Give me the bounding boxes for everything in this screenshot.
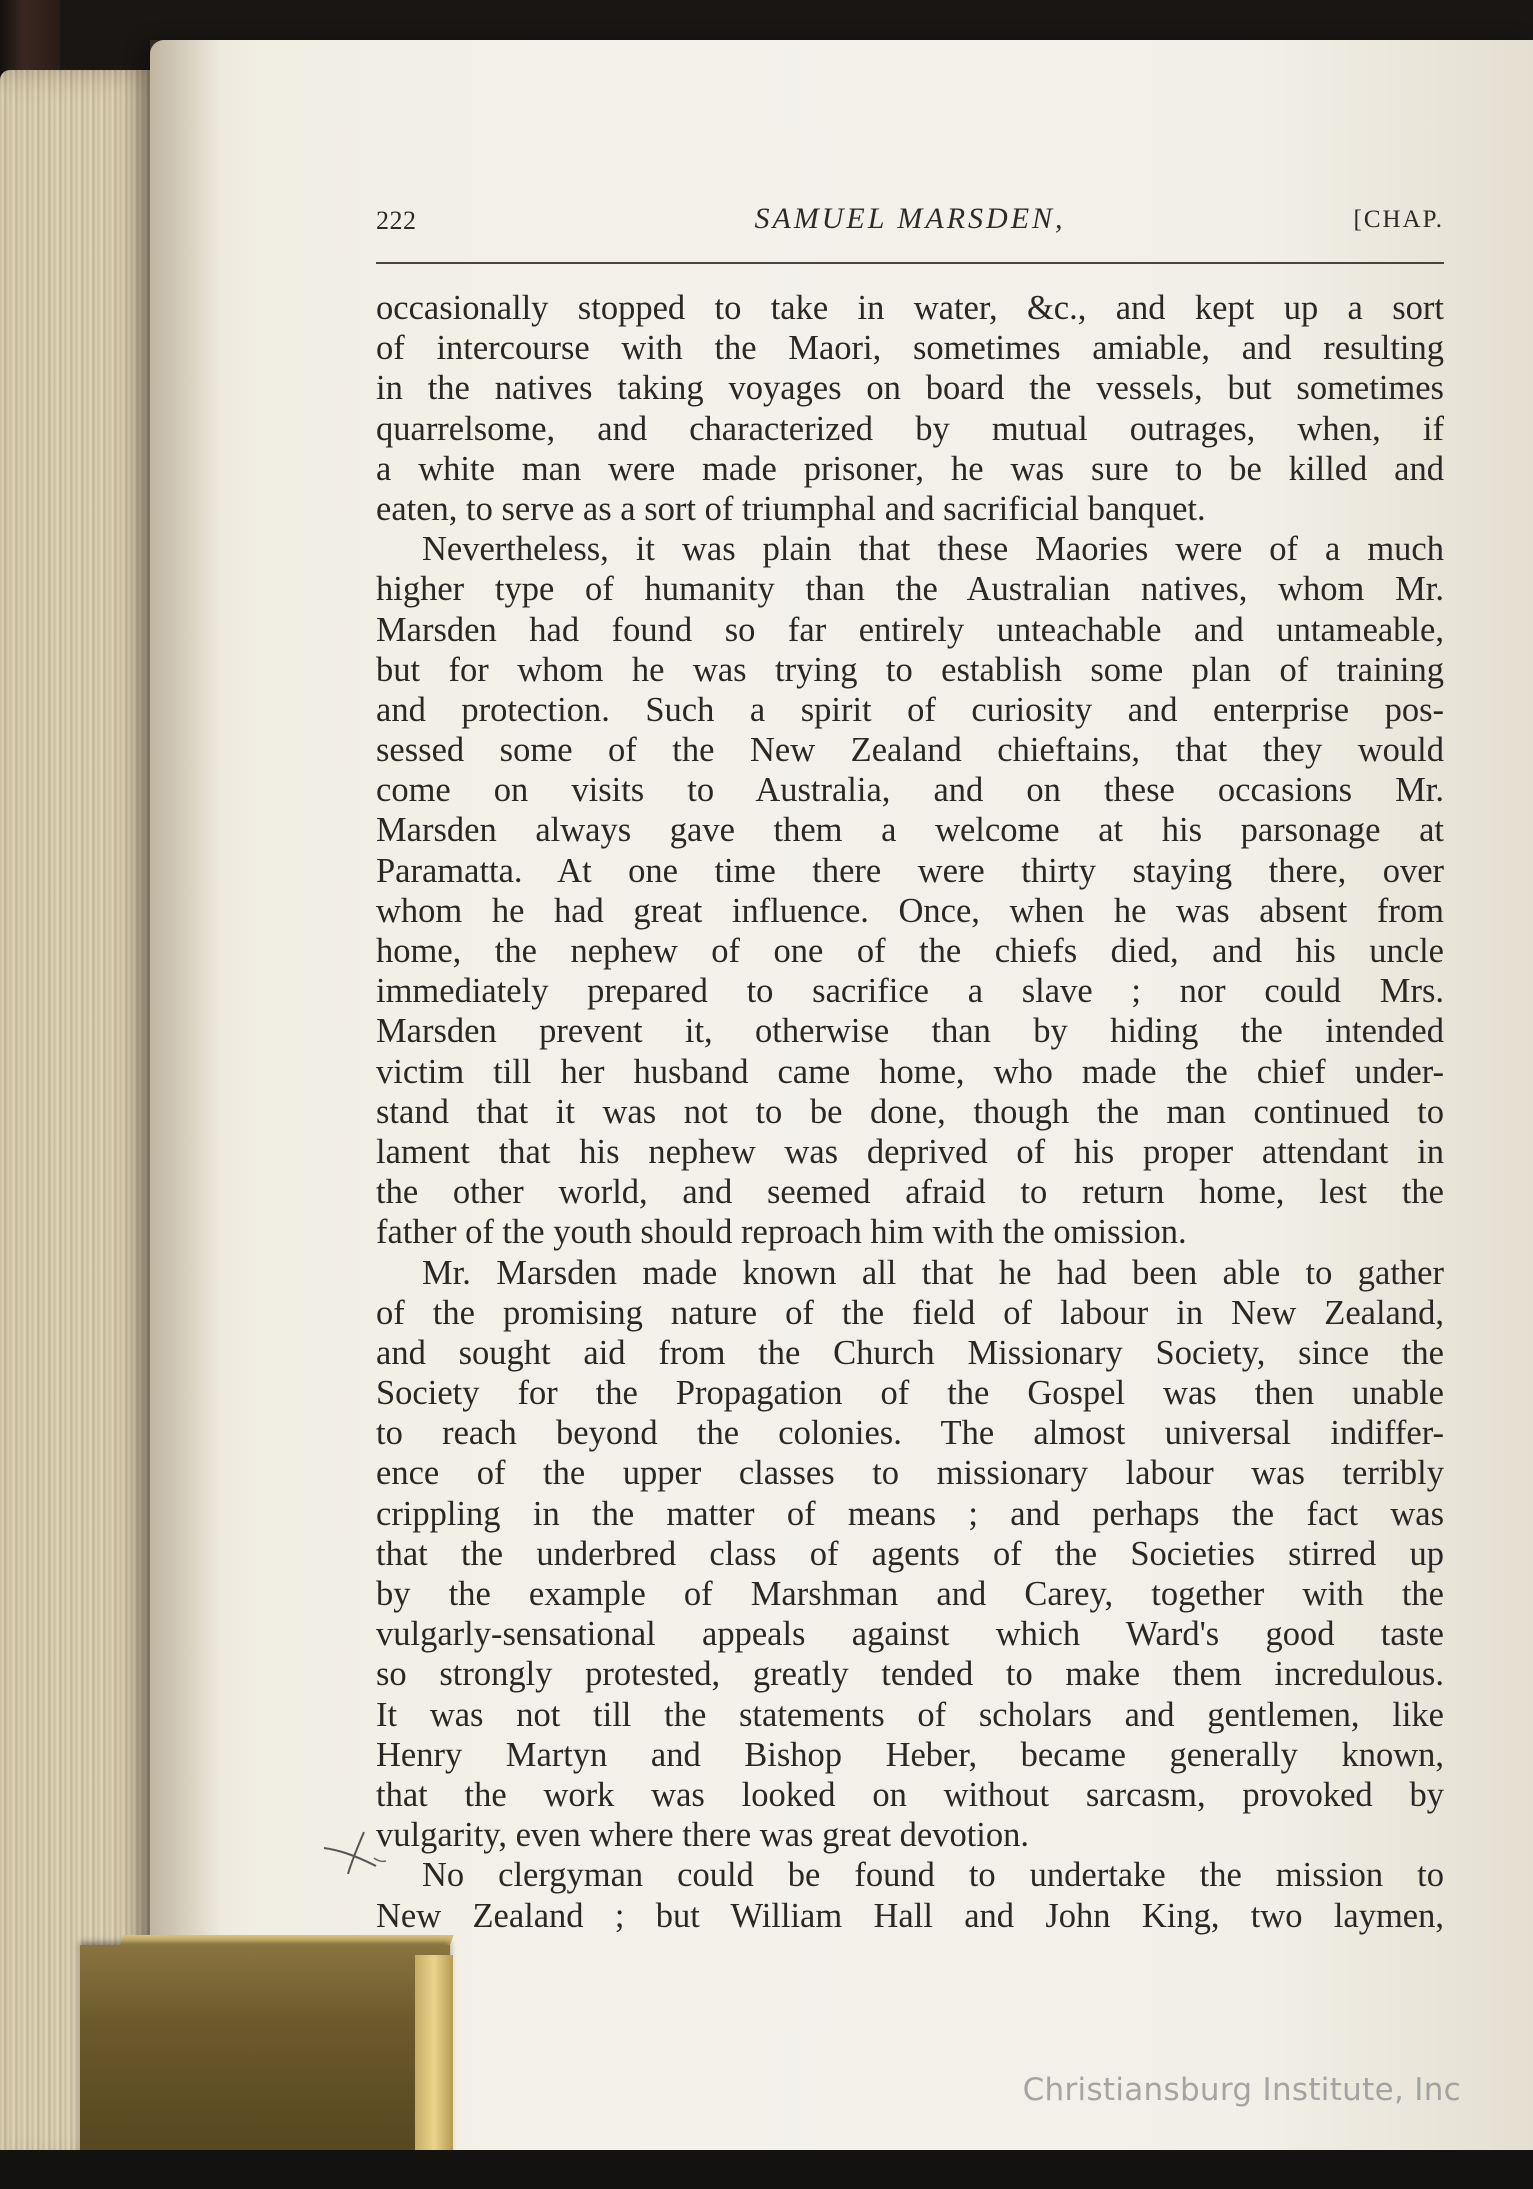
text-line: vulgarly-sensational appeals against which Ward's good taste — [376, 1615, 1444, 1654]
text-line: eaten, to serve as a sort of triumphal and sacrificial banquet. — [376, 489, 1206, 528]
running-title: SAMUEL MARSDEN, — [754, 202, 1066, 235]
gold-bookmark-edge — [415, 1955, 453, 2160]
text-line: stand that it was not to be done, though the man continued to — [376, 1092, 1444, 1131]
text-line: quarrelsome, and characterized by mutual outrages, when, if — [376, 409, 1444, 448]
text-line: but for whom he was trying to establish some plan of training — [376, 650, 1444, 689]
text-line: Marsden had found so far entirely unteachable and untameable, — [376, 610, 1444, 649]
text-line: It was not till the statements of scholars and gentlemen, like — [376, 1695, 1444, 1734]
text-line: Mr. Marsden made known all that he had been able to gather — [422, 1253, 1444, 1292]
text-line: Marsden prevent it, otherwise than by hiding the intended — [376, 1012, 1444, 1051]
text-line: higher type of humanity than the Australian natives, whom Mr. — [376, 570, 1444, 609]
running-chapter-label: [CHAP. — [1353, 206, 1444, 233]
background-bottom — [0, 2150, 1533, 2189]
text-line: New Zealand ; but William Hall and John King, two laymen, — [376, 1896, 1444, 1935]
text-line: ence of the upper classes to missionary labour was terribly — [376, 1454, 1444, 1493]
text-line: sessed some of the New Zealand chieftains, that they would — [376, 731, 1444, 770]
text-line: immediately prepared to sacrifice a slave ; nor could Mrs. — [376, 972, 1444, 1011]
text-line: lament that his nephew was deprived of his proper attendant in — [376, 1132, 1444, 1171]
text-line: that the underbred class of agents of the Societies stirred up — [376, 1534, 1444, 1573]
header-rule — [376, 262, 1444, 264]
text-line: Society for the Propagation of the Gospel was then unable — [376, 1374, 1444, 1413]
text-line: so strongly protested, greatly tended to make them incredulous. — [376, 1655, 1444, 1694]
running-head — [376, 200, 1444, 246]
text-line: and protection. Such a spirit of curiosity and enterprise pos- — [376, 690, 1444, 729]
text-line: Paramatta. At one time there were thirty staying there, over — [376, 851, 1444, 890]
pencil-mark-icon — [318, 1828, 388, 1878]
text-line: come on visits to Australia, and on these occasions Mr. — [376, 771, 1444, 810]
text-line: Henry Martyn and Bishop Heber, became generally known, — [376, 1735, 1444, 1774]
text-line: father of the youth should reproach him with the omission. — [376, 1213, 1187, 1252]
body-text — [376, 288, 1444, 1936]
text-line: Nevertheless, it was plain that these Maories were of a much — [422, 530, 1444, 569]
page-stack-edges — [0, 70, 160, 2170]
text-line: of the promising nature of the field of labour in New Zealand, — [376, 1293, 1444, 1332]
text-line: victim till her husband came home, who made the chief under- — [376, 1052, 1444, 1091]
text-line: in the natives taking voyages on board the vessels, but sometimes — [376, 369, 1444, 408]
text-line: vulgarity, even where there was great devotion. — [376, 1816, 1030, 1855]
text-line: occasionally stopped to take in water, &c., and kept up a sort — [376, 289, 1444, 327]
text-line: and sought aid from the Church Missionary Society, since the — [376, 1333, 1444, 1372]
text-line: to reach beyond the colonies. The almost universal indiffer- — [376, 1414, 1444, 1453]
page-number: 222 — [376, 206, 417, 235]
watermark: Christiansburg Institute, Inc — [1022, 2072, 1461, 2108]
text-line: Marsden always gave them a welcome at his parsonage at — [376, 811, 1444, 850]
text-line: of intercourse with the Maori, sometimes amiable, and resulting — [376, 329, 1444, 368]
text-line: the other world, and seemed afraid to return home, lest the — [376, 1173, 1444, 1212]
gold-bookmark — [80, 1945, 450, 2160]
text-line: that the work was looked on without sarcasm, provoked by — [376, 1775, 1444, 1814]
text-line: a white man were made prisoner, he was sure to be killed and — [376, 449, 1444, 488]
text-line: crippling in the matter of means ; and perhaps the fact was — [376, 1494, 1444, 1533]
text-line: No clergyman could be found to undertake the mission to — [422, 1856, 1444, 1895]
text-line: whom he had great influence. Once, when he was absent from — [376, 891, 1444, 930]
text-line: home, the nephew of one of the chiefs died, and his uncle — [376, 932, 1444, 970]
text-line: by the example of Marshman and Carey, together with the — [376, 1575, 1444, 1613]
